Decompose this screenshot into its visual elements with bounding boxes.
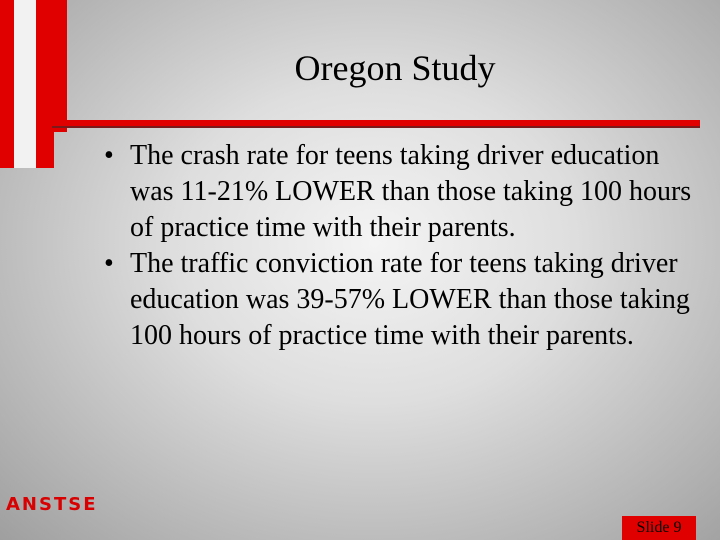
frame-gap <box>14 0 36 168</box>
bullet-text: The traffic conviction rate for teens taking driver education was 39-57% LOWER than those taking 100 hours of practice time with their parents. <box>130 248 690 351</box>
bullet-list <box>104 138 694 354</box>
red-frame-bar-right <box>52 0 67 132</box>
bullet-icon: • <box>104 140 114 171</box>
bullet-item <box>104 138 694 246</box>
slide-title: Oregon Study <box>294 48 496 88</box>
bullet-item <box>104 246 694 354</box>
title-underline-dark <box>52 126 700 128</box>
slide-number: Slide 9 <box>622 516 696 540</box>
red-frame-bar-outer <box>0 0 14 168</box>
anstse-logo: ANSTSE <box>6 494 98 515</box>
bullet-text: The crash rate for teens taking driver education was 11-21% LOWER than those taking 100 hours of practice time with their parents. <box>130 140 692 243</box>
bullet-icon: • <box>104 248 114 279</box>
